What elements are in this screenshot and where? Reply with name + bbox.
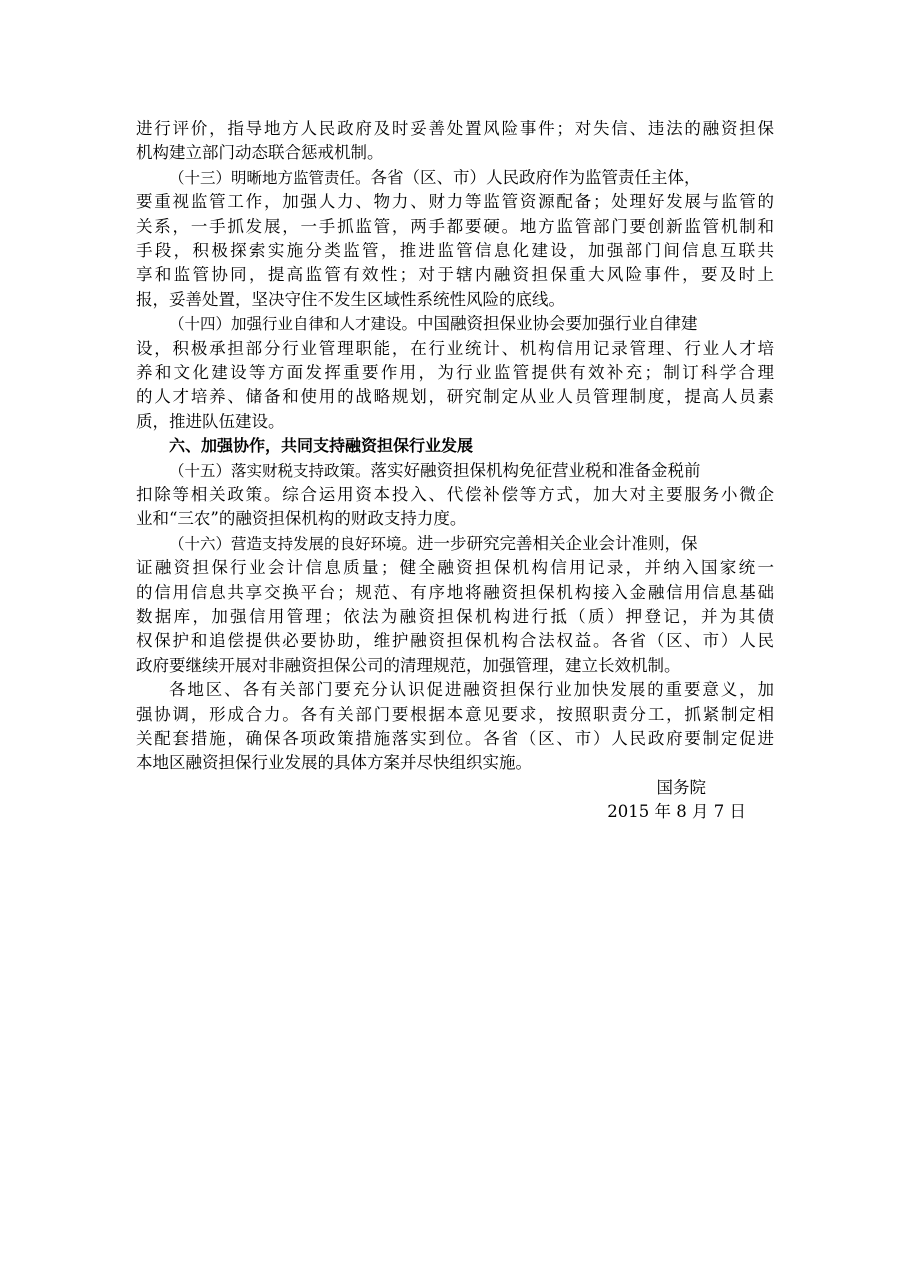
paragraph-line [136,117,774,141]
paragraph-first-line [136,678,774,702]
paragraph-first-line [136,532,698,556]
paragraph-line [136,239,774,263]
paragraph-first-line [136,166,701,190]
text-run: 落实好融资担保机构免征营业税和准备金税前 [370,460,701,480]
text-line: 质，推进队伍建设。 [136,411,285,431]
paragraph-line [136,581,774,605]
paragraph-line [136,337,774,361]
paragraph-line [136,556,774,580]
paragraph-line [136,263,774,287]
text-line: 机构建立部门动态联合惩戒机制。 [136,143,384,163]
text-line: 证融资担保行业会计信息质量；健全融资担保机构信用记录，并纳入国家统一 [136,558,774,578]
paragraph-first-line [136,312,698,336]
paragraph-line [136,483,774,507]
paragraph-line [136,654,681,678]
text-line: 业和“三农”的融资担保机构的财政支持力度。 [136,509,467,529]
text-line: 各地区、各有关部门要充分认识促进融资担保行业加快发展的重要意义，加 [169,680,774,700]
text-line: 权保护和追偿提供必要协助，维护融资担保机构合法权益。各省（区、市）人民 [136,631,774,651]
paragraph-line [136,215,774,239]
paragraph-line [136,629,774,653]
section-lead-15: （十五）落实财税支持政策。 [169,461,371,480]
paragraph-line [136,288,565,312]
section-heading [136,434,473,458]
paragraph-line [136,727,774,751]
paragraph-line [136,361,774,385]
text-run: 中国融资担保业协会要加强行业自律建 [417,314,698,334]
text-line: 手段，积极探索实施分类监管，推进监管信息化建设，加强部门间信息互联共 [136,241,774,260]
text-line: 本地区融资担保行业发展的具体方案并尽快组织实施。 [136,753,532,773]
section-lead-14: （十四）加强行业自律和人才建设。 [169,315,418,334]
signature-organization: 国务院 [656,778,706,797]
text-line: 设，积极承担部分行业管理职能，在行业统计、机构信用记录管理、行业人才培 [136,338,774,358]
section-lead-13: （十三）明晰地方监管责任。 [169,168,371,187]
paragraph-line [136,141,384,165]
text-line: 要重视监管工作，加强人力、物力、财力等监管资源配备；处理好发展与监管的 [136,192,774,212]
text-line: 的人才培养、储备和使用的战略规划，研究制定从业人员管理制度，提高人员素 [136,387,774,407]
text-run: 各省（区、市）人民政府作为监管责任主体， [370,167,701,187]
text-line: 强协调，形成合力。各有关部门要根据本意见要求，按照职责分工，抓紧制定相 [136,704,774,724]
text-line: 政府要继续开展对非融资担保公司的清理规范，加强管理，建立长效机制。 [136,655,681,675]
text-line: 数据库，加强信用管理；依法为融资担保机构进行抵（质）押登记，并为其债 [136,607,774,626]
text-line: 享和监管协同，提高监管有效性；对于辖内融资担保重大风险事件，要及时上 [136,265,774,285]
paragraph-line [136,190,774,214]
section-heading-text: 六、加强协作，共同支持融资担保行业发展 [169,436,474,456]
text-line: 关系，一手抓发展，一手抓监管，两手都要硬。地方监管部门要创新监管机制和 [136,216,774,236]
text-line: 的信用信息共享交换平台；规范、有序地将融资担保机构接入金融信用信息基础 [136,582,774,602]
text-line: 扣除等相关政策。综合运用资本投入、代偿补偿等方式，加大对主要服务小微企 [136,485,774,504]
paragraph-line [136,703,774,727]
text-line: 关配套措施，确保各项政策措施落实到位。各省（区、市）人民政府要制定促进 [136,729,774,748]
text-run: 进一步研究完善相关企业会计准则，保 [417,533,698,553]
paragraph-line [136,507,466,531]
paragraph-line [136,410,285,434]
paragraph-first-line [136,459,701,483]
paragraph-line [136,385,774,409]
text-line: 养和文化建设等方面发挥重要作用，为行业监管提供有效补充；制订科学合理 [136,363,774,382]
section-lead-16: （十六）营造支持发展的良好环境。 [169,534,418,553]
paragraph-line [136,751,532,775]
text-line: 进行评价，指导地方人民政府及时妥善处置风险事件；对失信、违法的融资担保 [136,119,774,138]
text-line: 报，妥善处置，坚决守住不发生区域性系统性风险的底线。 [136,289,565,309]
paragraph-line [136,605,774,629]
signature-date: 2015 年 8 月 7 日 [607,802,746,821]
